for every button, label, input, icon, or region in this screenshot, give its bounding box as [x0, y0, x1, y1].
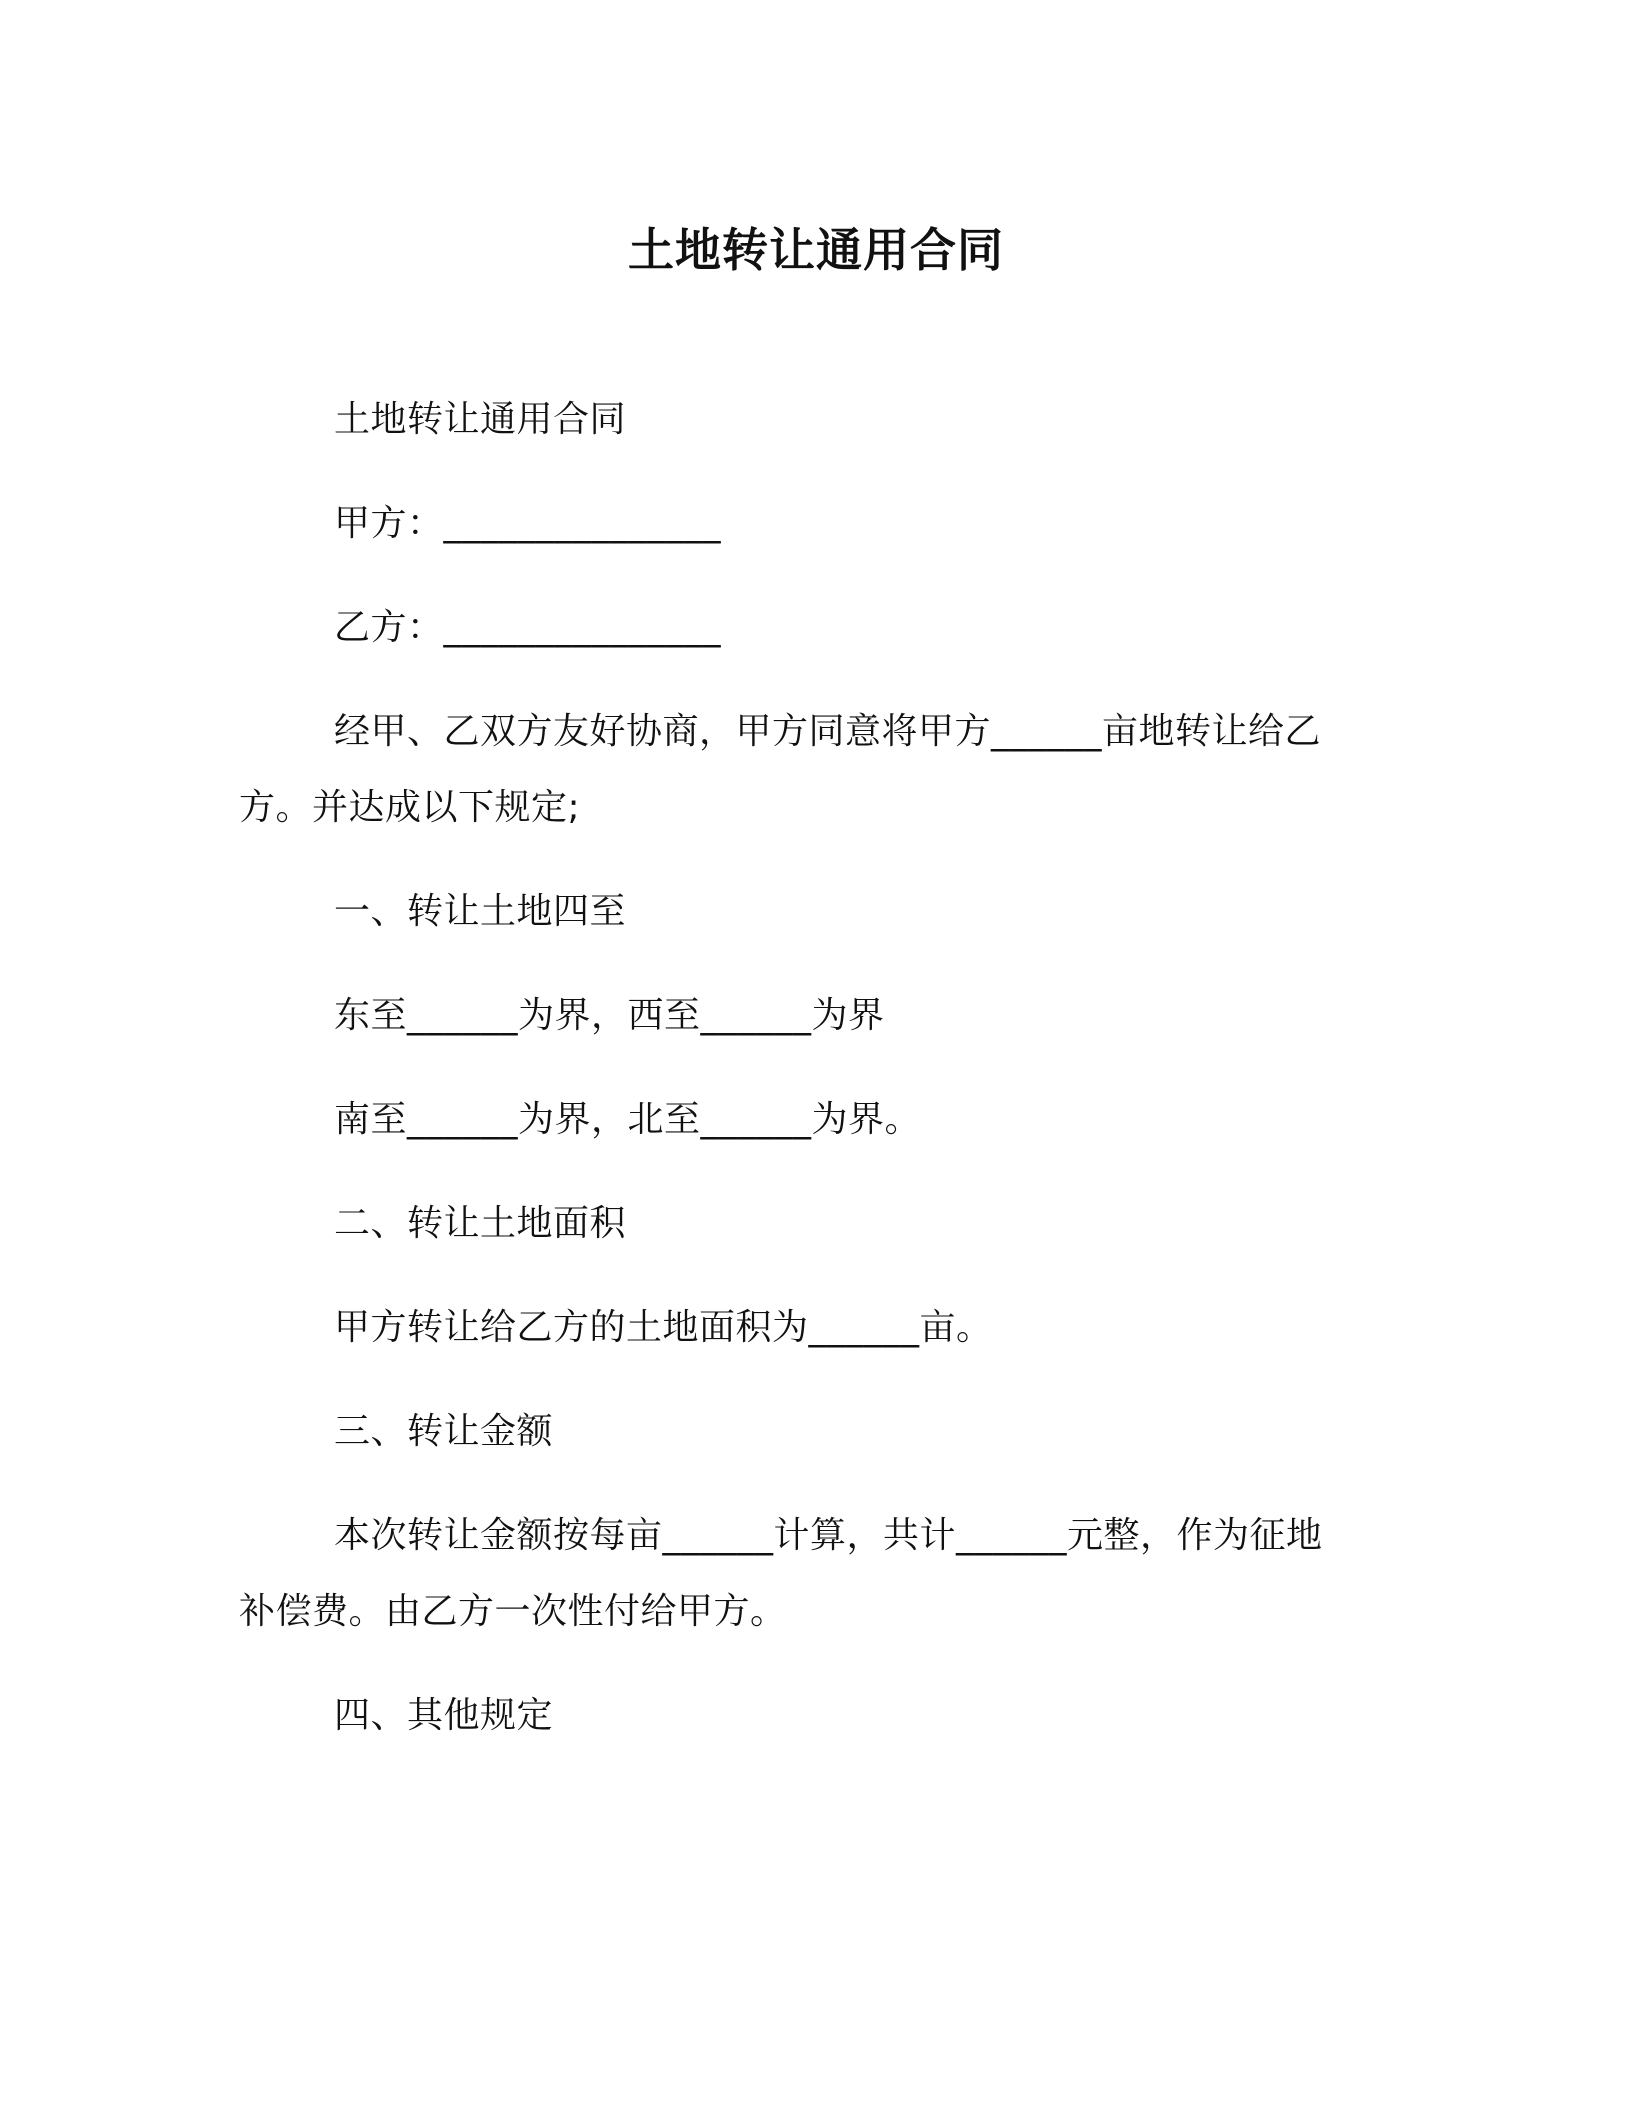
boundary-east-west-line: 东至______为界，西至______为界 — [334, 995, 885, 1036]
party-b-line: 乙方：_______________ — [334, 607, 722, 648]
agreement-paragraph-line-1: 经甲、乙双方友好协商，甲方同意将甲方______亩地转让给乙 — [334, 711, 1322, 752]
section-1-heading: 一、转让土地四至 — [334, 891, 627, 932]
amount-paragraph-line-2: 补偿费。由乙方一次性付给甲方。 — [239, 1591, 787, 1632]
document-title: 土地转让通用合同 — [628, 223, 1004, 277]
party-a-line: 甲方：_______________ — [334, 503, 722, 544]
section-4-heading: 四、其他规定 — [334, 1695, 554, 1736]
agreement-paragraph-line-2: 方。并达成以下规定; — [239, 787, 581, 828]
contract-heading: 土地转让通用合同 — [334, 399, 627, 440]
boundary-south-north-line: 南至______为界，北至______为界。 — [334, 1099, 922, 1140]
land-area-line: 甲方转让给乙方的土地面积为______亩。 — [334, 1307, 993, 1348]
section-2-heading: 二、转让土地面积 — [334, 1203, 627, 1244]
amount-paragraph-line-1: 本次转让金额按每亩______计算，共计______元整，作为征地 — [334, 1515, 1323, 1556]
section-3-heading: 三、转让金额 — [334, 1411, 554, 1452]
